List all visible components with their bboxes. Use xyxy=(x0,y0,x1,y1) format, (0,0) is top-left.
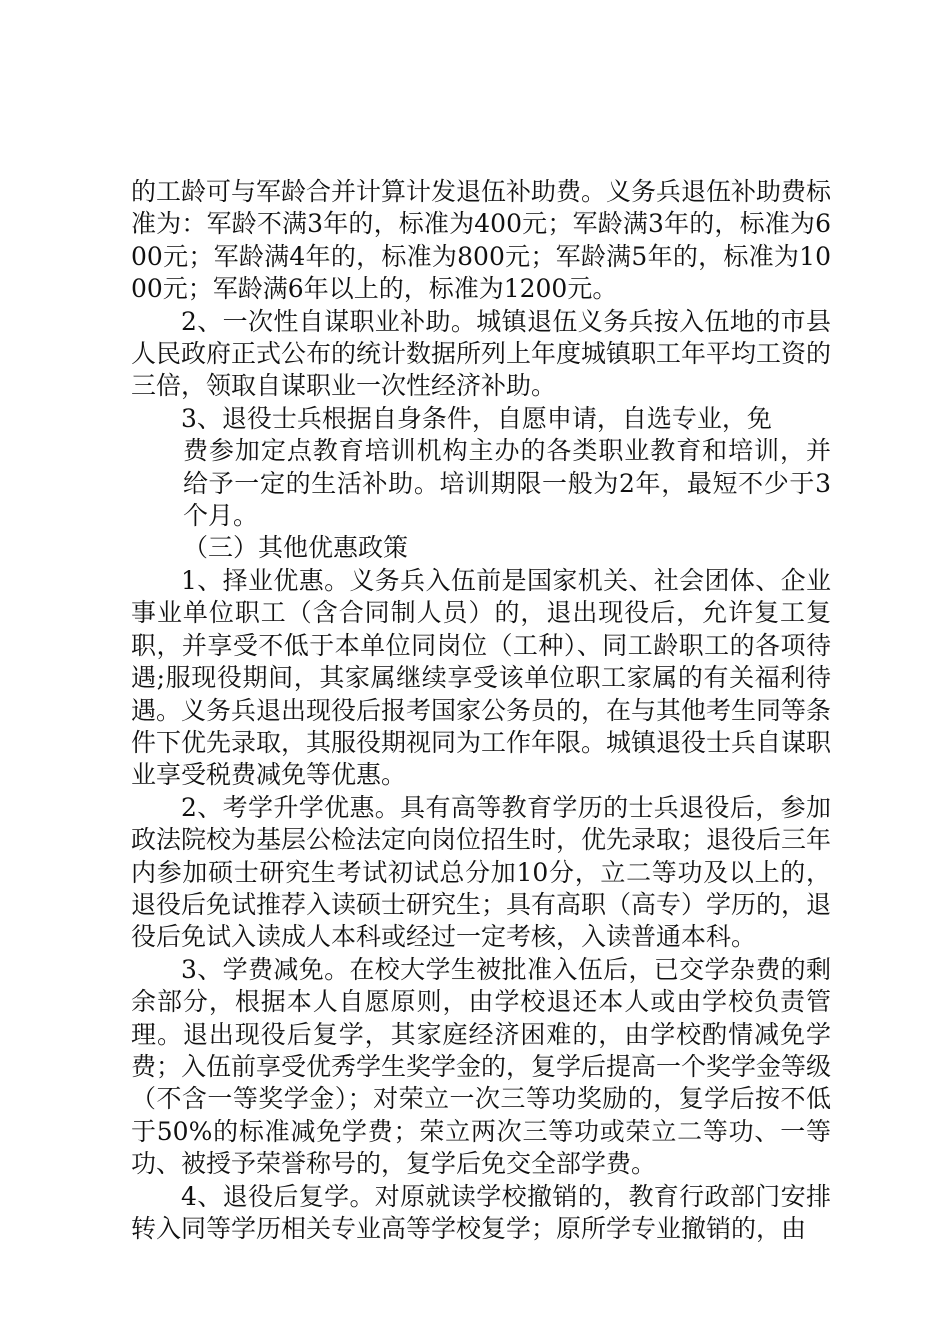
paragraph-resume-study: 4、退役后复学。对原就读学校撤销的，教育行政部门安排转入同等学历相关专业高等学校复学；原所学专业撤销的，由 xyxy=(131,1181,831,1243)
paragraph-retirement-subsidy-standard: 的工龄可与军龄合并计算计发退伍补助费。义务兵退伍补助费标准为：军龄不满3年的，标准为400元；军龄满3年的，标准为600元；军龄满4年的，标准为800元；军龄满5年的，标准为1000元；军龄满6年以上的，标准为1200元。 xyxy=(131,177,832,304)
paragraph-vocational-training-start: 3、退役士兵根据自身条件，自愿申请，自选专业，免 xyxy=(181,403,772,433)
paragraph-vocational-training-continued: 费参加定点教育培训机构主办的各类职业教育和培训，并给予一定的生活补助。培训期限一般为2年，最短不少于3个月。 xyxy=(183,436,831,531)
document-body xyxy=(131,176,831,1245)
paragraph-tuition-reduction: 3、学费减免。在校大学生被批准入伍后，已交学杂费的剩余部分，根据本人自愿原则，由学校退还本人或由学校负责管理。退出现役后复学，其家庭经济困难的，由学校酌情减免学费；入伍前享受优秀学生奖学金的，复学后提高一个奖学金等级（不含一等奖学金）；对荣立一次三等功奖励的，复学后按不低于50%的标准减免学费；荣立两次三等功或荣立二等功、一等功、被授予荣誉称号的，复学后免交全部学费。 xyxy=(131,954,832,1179)
section-heading-other-policies: （三）其他优惠政策 xyxy=(183,533,409,563)
paragraph-self-employment-subsidy: 2、一次性自谋职业补助。城镇退伍义务兵按入伍地的市县人民政府正式公布的统计数据所列上年度城镇职工年平均工资的三倍，领取自谋职业一次性经济补助。 xyxy=(131,306,832,401)
paragraph-employment-preference: 1、择业优惠。义务兵入伍前是国家机关、社会团体、企业事业单位职工（含合同制人员）的，退出现役后，允许复工复职，并享受不低于本单位同岗位（工种）、同工龄职工的各项待遇;服现役期间，其家属继续享受该单位职工家属的有关福利待遇。义务兵退出现役后报考国家公务员的，在与其他考生同等条件下优先录取，其服役期视同为工作年限。城镇退役士兵自谋职业享受税费减免等优惠。 xyxy=(131,565,832,790)
paragraph-education-preference: 2、考学升学优惠。具有高等教育学历的士兵退役后，参加政法院校为基层公检法定向岗位招生时，优先录取；退役后三年内参加硕士研究生考试初试总分加10分，立二等功及以上的，退役后免试推荐入读硕士研究生；具有高职（高专）学历的，退役后免试入读成人本科或经过一定考核，入读普通本科。 xyxy=(131,792,832,952)
